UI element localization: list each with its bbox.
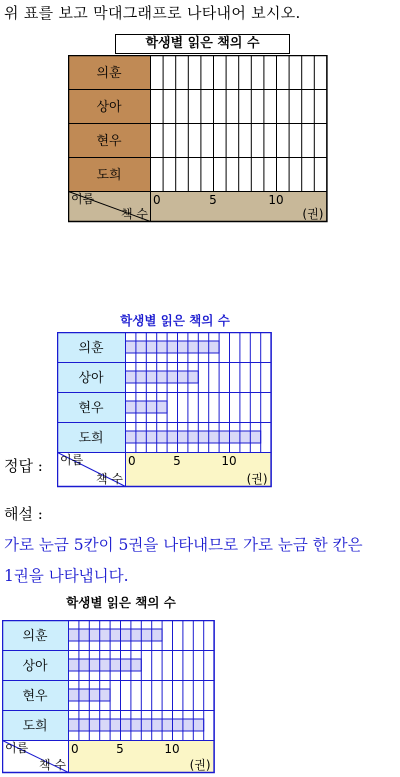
- explanation-line-1: 가로 눈금 5칸이 5권을 나타내므로 가로 눈금 한 칸은: [4, 536, 363, 554]
- explanation-graph-title: 학생별 읽은 책의 수: [66, 595, 176, 610]
- tick-label: 5: [116, 742, 124, 756]
- bar: [69, 719, 204, 731]
- bar: [126, 431, 261, 443]
- name-label: 도희: [22, 719, 48, 734]
- explanation-bar-graph: [2, 620, 222, 775]
- answer-bar-graph: [57, 332, 277, 490]
- axis-cell: [151, 192, 327, 222]
- name-label: 상아: [22, 659, 48, 674]
- name-label: 현우: [96, 134, 122, 149]
- name-label: 의훈: [22, 629, 48, 644]
- corner-name-label: 이름: [60, 453, 84, 467]
- tick-label: 10: [164, 742, 180, 756]
- bar: [69, 629, 163, 641]
- unit-label: (권): [246, 472, 268, 486]
- bar: [126, 371, 199, 383]
- name-label: 의훈: [96, 66, 122, 81]
- corner-count-label: 책 수: [96, 472, 123, 486]
- unit-label: (권): [189, 758, 211, 772]
- name-label: 도희: [96, 168, 122, 183]
- tick-label: 5: [209, 193, 217, 207]
- name-label: 현우: [22, 689, 48, 704]
- unit-label: (권): [302, 207, 324, 221]
- corner-count-label: 책 수: [39, 758, 66, 772]
- corner-count-label: 책 수: [121, 207, 148, 221]
- question-graph-title: 학생별 읽은 책의 수: [115, 34, 290, 54]
- tick-label: 0: [71, 742, 79, 756]
- tick-label: 0: [128, 454, 136, 468]
- bar: [69, 659, 142, 671]
- name-label: 상아: [78, 371, 104, 386]
- tick-label: 0: [153, 193, 161, 207]
- corner-name-label: 이름: [5, 741, 29, 755]
- name-label: 현우: [78, 401, 104, 416]
- tick-label: 10: [221, 454, 237, 468]
- question-bar-graph: [68, 55, 333, 225]
- tick-label: 5: [173, 454, 181, 468]
- tick-label: 10: [268, 193, 284, 207]
- name-label: 의훈: [78, 341, 104, 356]
- corner-name-label: 이름: [71, 192, 95, 206]
- name-label: 도희: [78, 431, 104, 446]
- name-label: 상아: [96, 100, 122, 115]
- bar: [126, 341, 220, 353]
- answer-graph-title: 학생별 읽은 책의 수: [120, 313, 230, 328]
- question-instruction: 위 표를 보고 막대그래프로 나타내어 보시오.: [4, 4, 301, 22]
- explanation-label: 해설 :: [4, 505, 43, 523]
- answer-label: 정답 :: [4, 457, 43, 475]
- explanation-line-2: 1권을 나타냅니다.: [4, 567, 129, 585]
